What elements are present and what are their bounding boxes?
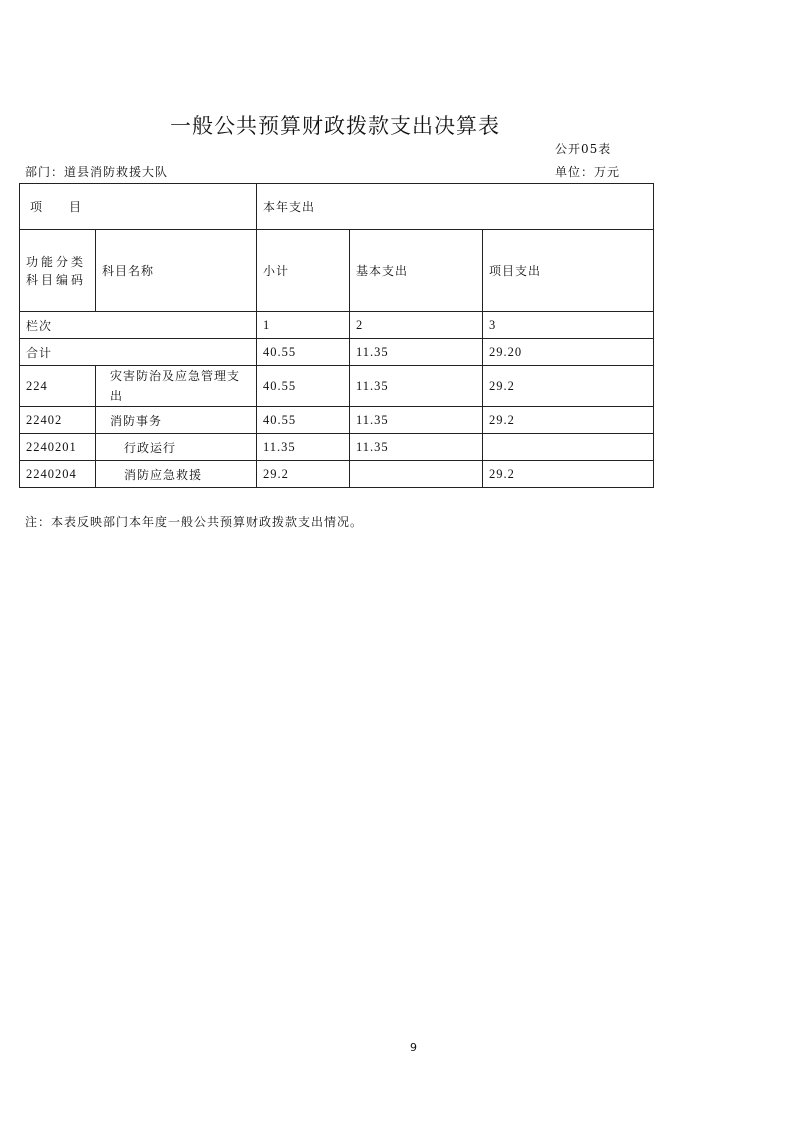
- row-subtotal: 40.55: [257, 407, 350, 434]
- form-number: 公开05表: [555, 142, 612, 156]
- page-number: 9: [410, 1041, 417, 1054]
- row-name: 消防事务: [96, 407, 257, 434]
- header-code: 功能分类科目编码: [20, 230, 96, 312]
- row-code: 2240201: [20, 434, 96, 461]
- row-basic: 11.35: [350, 407, 483, 434]
- total-project: 29.20: [483, 339, 654, 366]
- table-index-row: [20, 312, 654, 339]
- row-code: 224: [20, 366, 96, 407]
- page-title: 一般公共预算财政拨款支出决算表: [170, 114, 500, 138]
- expenditure-table: [19, 183, 654, 488]
- row-project: 29.2: [483, 407, 654, 434]
- header-name: 科目名称: [96, 230, 257, 312]
- row-subtotal: 11.35: [257, 434, 350, 461]
- row-basic: 11.35: [350, 434, 483, 461]
- total-label: 合计: [20, 339, 257, 366]
- row-project: [483, 434, 654, 461]
- row-name: 行政运行: [96, 434, 257, 461]
- row-project: 29.2: [483, 461, 654, 488]
- table-total-row: [20, 339, 654, 366]
- col-index-label: 栏次: [20, 312, 257, 339]
- header-subtotal: 小计: [257, 230, 350, 312]
- row-basic: 11.35: [350, 366, 483, 407]
- department-label: 部门：道县消防救援大队: [25, 165, 169, 179]
- row-code: 2240204: [20, 461, 96, 488]
- table-row: [20, 366, 654, 407]
- col-index-3: 3: [483, 312, 654, 339]
- unit-label: 单位：万元: [555, 165, 621, 179]
- total-subtotal: 40.55: [257, 339, 350, 366]
- col-index-2: 2: [350, 312, 483, 339]
- header-basic: 基本支出: [350, 230, 483, 312]
- row-name: 消防应急救援: [96, 461, 257, 488]
- table-header-row: [20, 184, 654, 230]
- row-basic: [350, 461, 483, 488]
- row-code: 22402: [20, 407, 96, 434]
- table-row: [20, 407, 654, 434]
- row-name: 灾害防治及应急管理支出: [96, 366, 257, 407]
- row-project: 29.2: [483, 366, 654, 407]
- row-subtotal: 29.2: [257, 461, 350, 488]
- col-index-1: 1: [257, 312, 350, 339]
- header-current-year: 本年支出: [257, 184, 654, 230]
- table-row: [20, 461, 654, 488]
- table-row: [20, 434, 654, 461]
- header-item: 项 目: [20, 184, 257, 230]
- table-note: 注：本表反映部门本年度一般公共预算财政拨款支出情况。: [25, 515, 364, 529]
- table-subheader-row: [20, 230, 654, 312]
- total-basic: 11.35: [350, 339, 483, 366]
- row-subtotal: 40.55: [257, 366, 350, 407]
- header-project: 项目支出: [483, 230, 654, 312]
